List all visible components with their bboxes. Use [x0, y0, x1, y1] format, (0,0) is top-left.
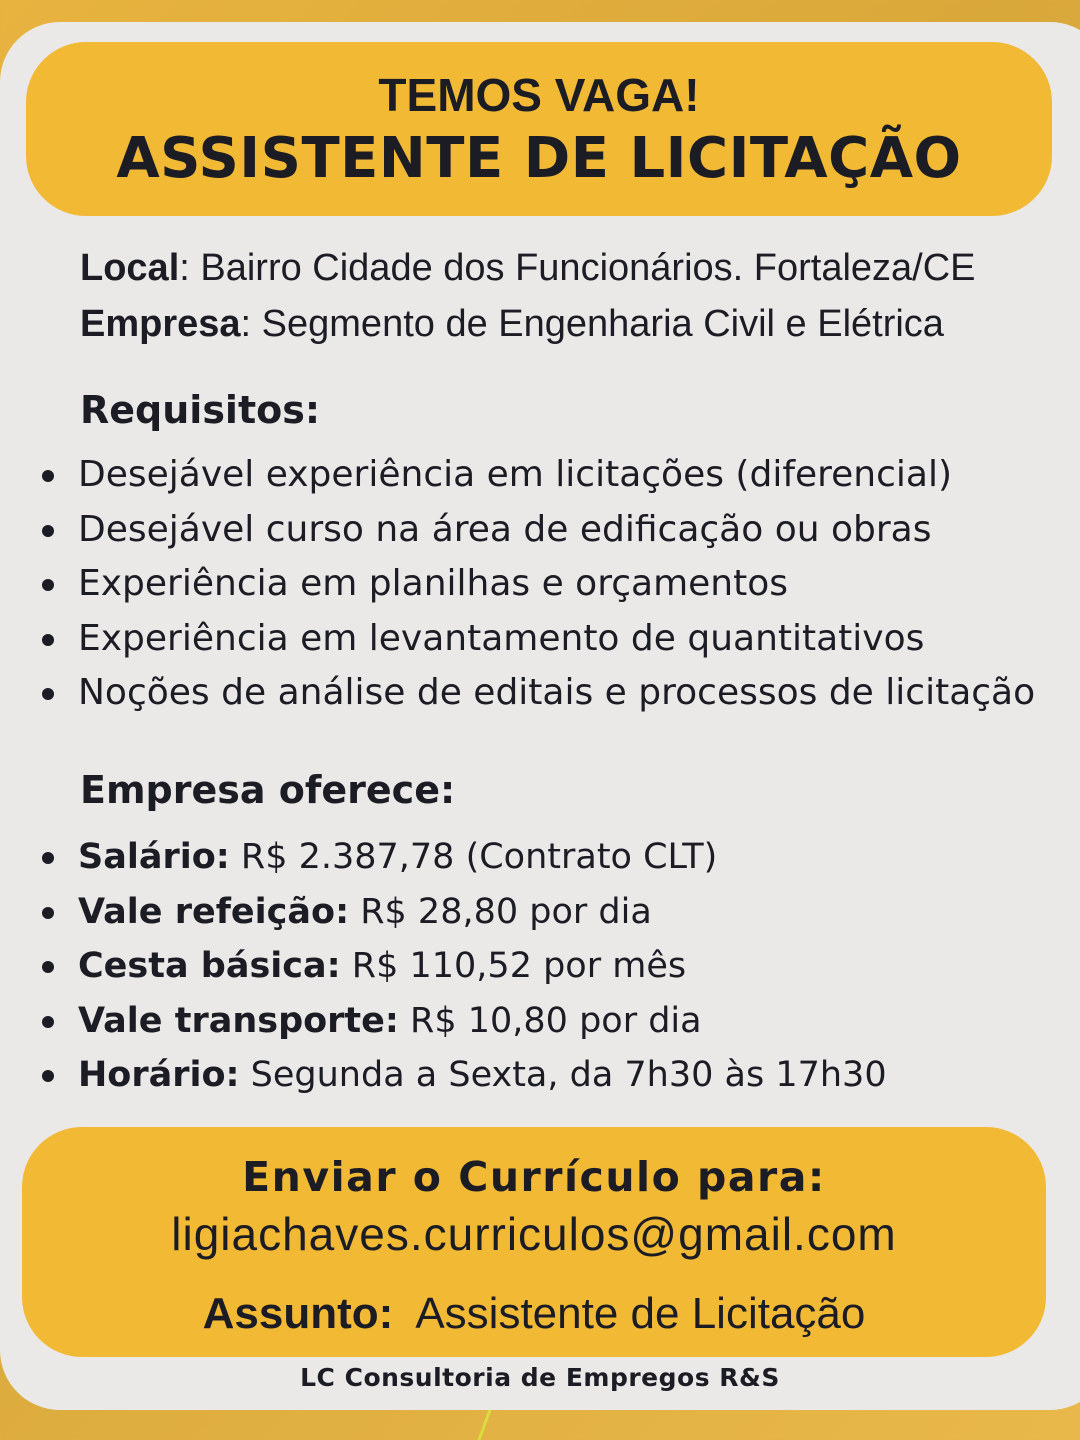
benefit-value: R$ 2.387,78 (Contrato CLT): [229, 837, 718, 877]
bullet-icon: [42, 634, 54, 646]
benefit-label: Vale transporte:: [78, 1000, 399, 1041]
requirement-text: Experiência em levantamento de quantitativos: [78, 617, 925, 659]
bullet-icon: [42, 852, 54, 864]
list-item: [42, 503, 1035, 558]
company-value: : Segmento de Engenharia Civil e Elétrica: [240, 303, 944, 345]
bullet-icon: [42, 470, 54, 482]
list-item: [42, 830, 887, 885]
company-label: Empresa: [80, 303, 241, 345]
benefit-label: Horário:: [78, 1055, 240, 1095]
bullet-icon: [42, 1016, 54, 1028]
bullet-icon: [42, 961, 54, 973]
apply-heading: Enviar o Currículo para:: [242, 1153, 826, 1201]
list-item: [42, 994, 887, 1049]
list-item: [42, 448, 1035, 503]
list-item: [42, 666, 1035, 721]
list-item: [42, 557, 1035, 612]
requirement-text: Desejável curso na área de edificação ou obras: [78, 508, 932, 550]
company-name: LC Consultoria de Empregos R&S: [300, 1363, 780, 1392]
job-info: [80, 240, 976, 352]
bullet-icon: [42, 907, 54, 919]
header-banner: [26, 42, 1052, 216]
bullet-icon: [42, 1070, 54, 1082]
list-item: [42, 612, 1035, 667]
job-title: ASSISTENTE DE LICITAÇÃO: [116, 126, 962, 191]
list-item: [42, 939, 887, 994]
requirement-text: Experiência em planilhas e orçamentos: [78, 563, 788, 604]
benefits-list: [42, 830, 887, 1103]
benefits-title: Empresa oferece:: [80, 768, 456, 812]
apply-banner: [22, 1127, 1046, 1357]
location-value: : Bairro Cidade dos Funcionários. Fortaleza/CE: [179, 247, 976, 289]
benefit-value: R$ 28,80 por dia: [349, 891, 652, 932]
benefit-value: R$ 10,80 por dia: [398, 1000, 702, 1041]
bullet-icon: [42, 525, 54, 537]
benefit-value: Segunda a Sexta, da 7h30 às 17h30: [239, 1055, 887, 1095]
location-label: Local: [80, 247, 180, 289]
email-subject: [22, 1289, 1046, 1339]
bullet-icon: [42, 579, 54, 591]
requirement-text: Desejável experiência em licitações (diferencial): [78, 454, 953, 495]
subject-label: Assunto:: [202, 1289, 394, 1338]
contact-email[interactable]: ligiachaves.curriculos@gmail.com: [171, 1208, 897, 1260]
list-item: [42, 885, 887, 940]
requirement-text: Noções de análise de editais e processos de licitação: [78, 672, 1036, 713]
list-item: [42, 1048, 887, 1103]
benefit-label: Cesta básica:: [78, 946, 341, 986]
bullet-icon: [42, 688, 54, 700]
company-line: [80, 296, 976, 352]
benefit-label: Salário:: [78, 837, 230, 877]
requirements-title: Requisitos:: [80, 388, 321, 432]
requirements-list: [42, 448, 1035, 721]
subject-value: Assistente de Licitação: [393, 1289, 866, 1338]
benefit-value: R$ 110,52 por mês: [340, 946, 687, 986]
header-tagline: TEMOS VAGA!: [378, 69, 700, 121]
location-line: [80, 240, 976, 296]
benefit-label: Vale refeição:: [78, 891, 350, 932]
